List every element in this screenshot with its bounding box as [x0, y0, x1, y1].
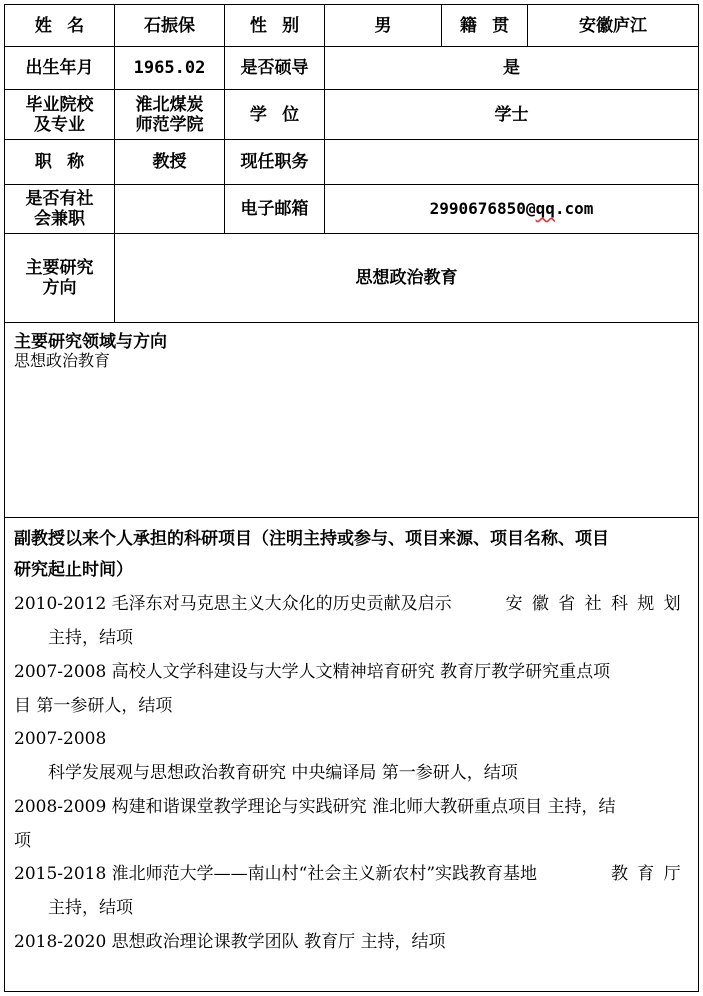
birth-label: 出生年月: [25, 58, 94, 78]
email-suffix: .com: [554, 199, 594, 218]
degree-value: 学士: [494, 104, 529, 125]
research-label-line1: 主要研究: [25, 258, 94, 278]
position-value: [325, 140, 698, 184]
social-label-line1: 是否有社: [25, 189, 94, 209]
school-label-line2: 及专业: [34, 114, 85, 135]
fields-section-title: 主要研究领域与方向: [14, 332, 167, 352]
project-1-line2: 主持，结项: [48, 628, 133, 648]
position-label: 现任职务: [240, 152, 309, 172]
project-5-line2: 主持，结项: [48, 898, 133, 918]
border-right: [698, 4, 699, 992]
research-label: [5, 234, 114, 322]
project-3-line2: 科学发展观与思想政治教育研究 中央编译局 第一参研人，结项: [48, 763, 518, 783]
project-entry-2: [14, 655, 690, 723]
school-label: [5, 90, 114, 139]
project-5-line1: [14, 857, 690, 891]
project-3-line1: 2007-2008: [14, 729, 107, 749]
gender-value: 男: [374, 15, 392, 36]
project-entry-6: [14, 925, 690, 959]
row-line-7: [4, 517, 699, 518]
project-4-line1: 2008-2009 构建和谐课堂教学理论与实践研究 淮北师大教研重点项目 主持，结: [14, 797, 616, 817]
fields-section-body: 思想政治教育: [14, 351, 111, 370]
name-value: 石振保: [144, 15, 195, 36]
projects-title-line2: 研究起止时间）: [14, 560, 133, 580]
degree-label: 学位: [249, 104, 315, 125]
social-label: [5, 185, 114, 233]
email-domain: qq: [535, 199, 555, 218]
birth-value: 1965.02: [133, 58, 206, 78]
project-4-line2: 项: [14, 831, 31, 851]
supervisor-value: 是: [503, 58, 520, 78]
project-2-line2: 目 第一参研人，结项: [14, 696, 173, 716]
project-entry-5: [14, 857, 690, 925]
project-2-line1: 2007-2008 高校人文学科建设与大学人文精神培育研究 教育厅教学研究重点项: [14, 662, 611, 682]
name-label: 姓名: [34, 15, 100, 36]
row-line-6: [4, 322, 699, 323]
project-1-title: 2010-2012 毛泽东对马克思主义大众化的历史贡献及启示: [14, 594, 452, 614]
social-value: [115, 185, 224, 233]
gender-label: 性别: [249, 15, 315, 36]
project-6-line1: 2018-2020 思想政治理论课教学团队 教育厅 主持，结项: [14, 932, 446, 952]
research-value: 思想政治教育: [355, 268, 458, 288]
school-label-line1: 毕业院校: [25, 94, 94, 115]
project-1-source: 安徽省社科规划: [505, 594, 690, 614]
title-value: 教授: [152, 152, 187, 172]
origin-label: 籍贯: [459, 15, 525, 36]
supervisor-label: 是否硕导: [240, 58, 309, 78]
social-label-line2: 会兼职: [34, 209, 85, 229]
project-entry-1: [14, 587, 690, 655]
origin-value: 安徽庐江: [579, 15, 647, 36]
email-value: [325, 185, 698, 233]
email-local: 2990676850@: [429, 199, 536, 218]
project-1-line1: [14, 587, 690, 621]
border-bottom: [4, 991, 699, 992]
projects-section-title: [14, 524, 690, 586]
projects-title-line1: 副教授以来个人承担的科研项目（注明主持或参与、项目来源、项目名称、项目: [14, 529, 609, 549]
school-value: [115, 90, 224, 139]
project-5-source: 教育厅: [610, 864, 690, 884]
project-entry-3: [14, 722, 690, 790]
school-value-line2: 师范学院: [135, 114, 204, 135]
research-label-line2: 方向: [42, 278, 77, 298]
project-5-title: 2015-2018 淮北师范大学——南山村“社会主义新农村”实践教育基地: [14, 864, 538, 884]
project-entry-4: [14, 790, 690, 858]
email-label: 电子邮箱: [240, 199, 309, 219]
school-value-line1: 淮北煤炭: [135, 94, 204, 115]
title-label: 职称: [34, 152, 100, 172]
